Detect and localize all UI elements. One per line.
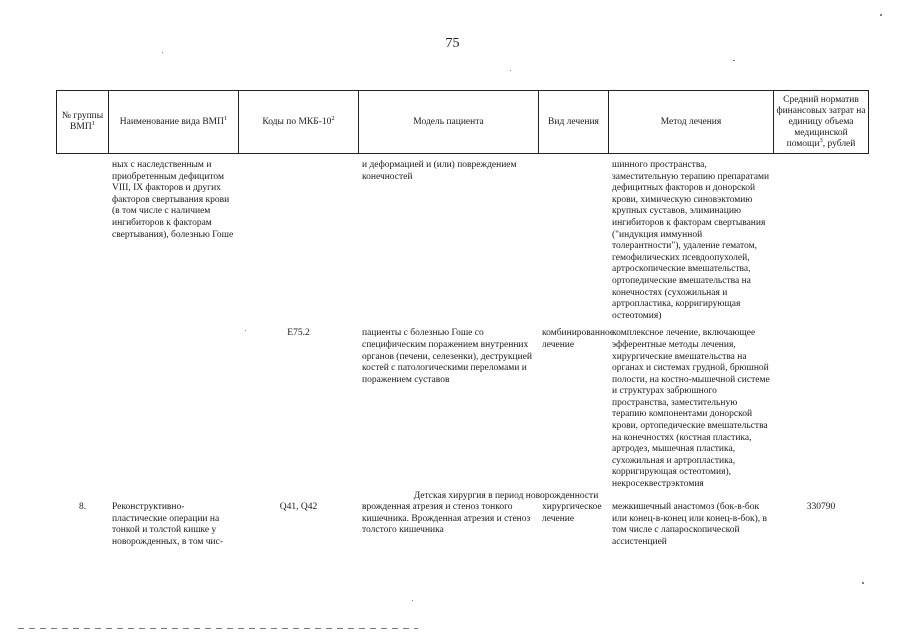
cell-model: врожденная атрезия и стеноз тонкого кишечника. Врожденная атрезия и стеноз толстого кишечника — [362, 502, 531, 536]
cell-group-no: 8. — [78, 502, 87, 513]
cell-name: ных с наследственным и приобретенным дефицитом VIII, IX факторов и других факторов свертывания крови (в том числе с наличием ингибиторов к факторам свертывания), болезнью Гоше — [112, 160, 234, 240]
section-title: Детская хирургия в период новорожденности — [413, 490, 599, 501]
cell-group-no — [57, 154, 109, 323]
cell-model: и деформацией и (или) повреждением конечностей — [362, 160, 517, 182]
section-row — [57, 491, 869, 503]
scan-speckle — [510, 70, 511, 71]
cell-method: межкишечный анастомоз (бок-в-бок или конец-в-конец или конец-в-бок), в том числе с лапароскопической ассистенцией — [612, 502, 767, 547]
table-header — [57, 91, 869, 154]
scan-edge-line — [18, 628, 418, 629]
cell-codes — [239, 154, 359, 323]
table-row — [57, 502, 869, 548]
scan-speckle — [733, 60, 735, 61]
cell-treatment: хирургическое лечение — [542, 502, 602, 524]
table-row — [57, 154, 869, 323]
header-name: Наименование вида ВМП$^1$ — [109, 91, 239, 154]
scan-speckle — [412, 600, 413, 601]
scan-speckle — [245, 330, 246, 331]
page-number: 75 — [445, 36, 460, 51]
header-cost: Средний норматив финансовых затрат на единицу объема медицинской помощи$^3$, рублей — [774, 91, 869, 154]
cell-cost: 330790 — [806, 502, 836, 513]
vmp-table — [56, 90, 869, 549]
cell-codes: E75.2 — [287, 328, 310, 339]
cell-codes: Q41, Q42 — [279, 502, 318, 513]
cell-cost — [774, 328, 869, 490]
cell-treatment: комбинированное лечение — [542, 328, 615, 350]
header-codes: Коды по МКБ-$10^2$ — [239, 91, 359, 154]
cell-method: комплексное лечение, включающее эфферентные методы лечения, хирургические вмешательства на органах и системах грудной, брюшной полости, на костно-мышечной системе и структурах забрюшного пространства, заместительную терапию компонентами донорской крови, ортопедические вмешательства на конечностях (костная пластика, артродез, мышечная пластика, сухожильная и артропластика, корригирующая остеотомия), некросеквестрэктомия — [612, 328, 770, 490]
header-group-no: № группы ВМП$^1$ — [57, 91, 109, 154]
table-row — [57, 328, 869, 490]
scan-speckle — [880, 14, 882, 16]
cell-name: Реконструктивно-пластические операции на тонкой и толстой кишке у новорожденных, в том чис- — [112, 502, 224, 547]
cell-group-no — [57, 328, 109, 490]
scan-speckle — [862, 582, 864, 584]
header-model: Модель пациента — [359, 91, 539, 154]
scan-speckle — [162, 52, 163, 53]
cell-cost — [774, 154, 869, 323]
header-method: Метод лечения — [609, 91, 774, 154]
cell-method: шинного пространства, заместительную терапию препаратами дефицитных факторов и донорской крови, химическую синовэктомию крупных суставов, элиминацию ингибиторов к факторам свертывания ("индукция иммунной толерантности"), удаление гематом, гемофилических псевдоопухолей, артроскопические вмешательства, ортопедические вмешательства на конечностях (сухожильная и артропластика, корригирующая остеотомия) — [612, 160, 770, 321]
cell-name — [109, 328, 239, 490]
cell-model: пациенты с болезнью Гоше со специфическим поражением внутренних органов (печени, селезенки), деструкцией костей с патологическими переломами и поражением суставов — [362, 328, 532, 385]
cell-treatment — [539, 154, 609, 323]
header-treatment: Вид лечения — [539, 91, 609, 154]
